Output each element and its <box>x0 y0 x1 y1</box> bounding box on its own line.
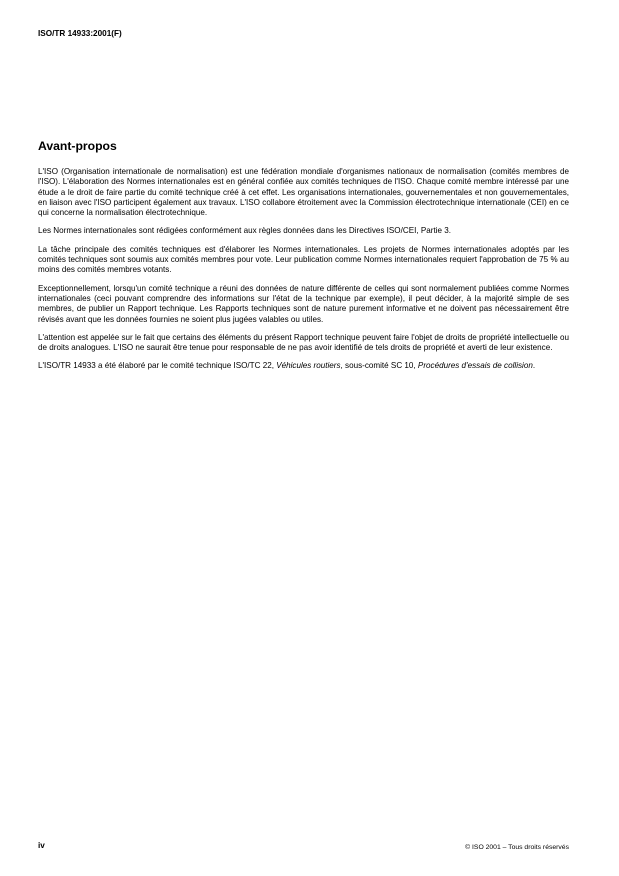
document-id-header: ISO/TR 14933:2001(F) <box>38 29 122 38</box>
foreword-body <box>38 167 569 380</box>
paragraph-directives: Les Normes internationales sont rédigées conformément aux règles données dans les Directives ISO/CEI, Partie 3. <box>38 226 451 236</box>
paragraph-technical-report: Exceptionnellement, lorsqu'un comité technique a réuni des données de nature différente de celles qui sont normalement publiées comme Normes internationales (ceci pouvant comprendre des informations sur l'état de la technique par exemple), il peut décider, à la majorité simple de ses membres, de publier un Rapport technique. Les Rapports techniques sont de nature purement informative et ne doivent pas nécessairement être révisés avant que les données fournies ne soient plus jugées valables ou utiles. <box>38 283 569 324</box>
copyright-notice: © ISO 2001 – Tous droits réservés <box>465 844 569 851</box>
paragraph-iso-organisation: L'ISO (Organisation internationale de normalisation) est une fédération mondiale d'organismes nationaux de normalisation (comités membres de l'ISO). L'élaboration des Normes internationales est en général confiée aux comités techniques de l'ISO. Chaque comité membre intéressé par une étude a le droit de faire partie du comité technique créé à cet effet. Les organisations internationales, gouvernementales et non gouvernementales, en liaison avec l'ISO participent également aux travaux. L'ISO collabore étroitement avec la Commission électrotechnique internationale (CEI) en ce qui concerne la normalisation électrotechnique. <box>38 167 569 218</box>
attribution-text-2: , sous-comité SC 10, <box>340 361 418 371</box>
page-title: Avant-propos <box>38 139 117 153</box>
paragraph-patent-rights: L'attention est appelée sur le fait que certains des éléments du présent Rapport technique peuvent faire l'objet de droits de propriété intellectuelle ou de droits analogues. L'ISO ne saurait être tenue pour responsable de ne pas avoir identifié de tels droits de propriété et averti de leur existence. <box>38 332 569 353</box>
attribution-text-3: . <box>532 361 536 371</box>
paragraph-technical-committees: La tâche principale des comités techniques est d'élaborer les Normes internationales. Les projets de Normes internationales adoptés par les comités techniques sont soumis aux comités membres pour vote. Leur publication comme Normes internationales requiert l'approbation de 75 % au moins des comités membres votants. <box>38 244 569 275</box>
paragraph-committee-attribution <box>38 361 569 371</box>
attribution-committee-name: Véhicules routiers <box>276 361 341 371</box>
attribution-subcommittee-name: Procédures d'essais de collision <box>417 361 533 371</box>
attribution-text-1: L'ISO/TR 14933 a été élaboré par le comité technique ISO/TC 22, <box>38 361 277 371</box>
page-number: iv <box>38 841 45 850</box>
